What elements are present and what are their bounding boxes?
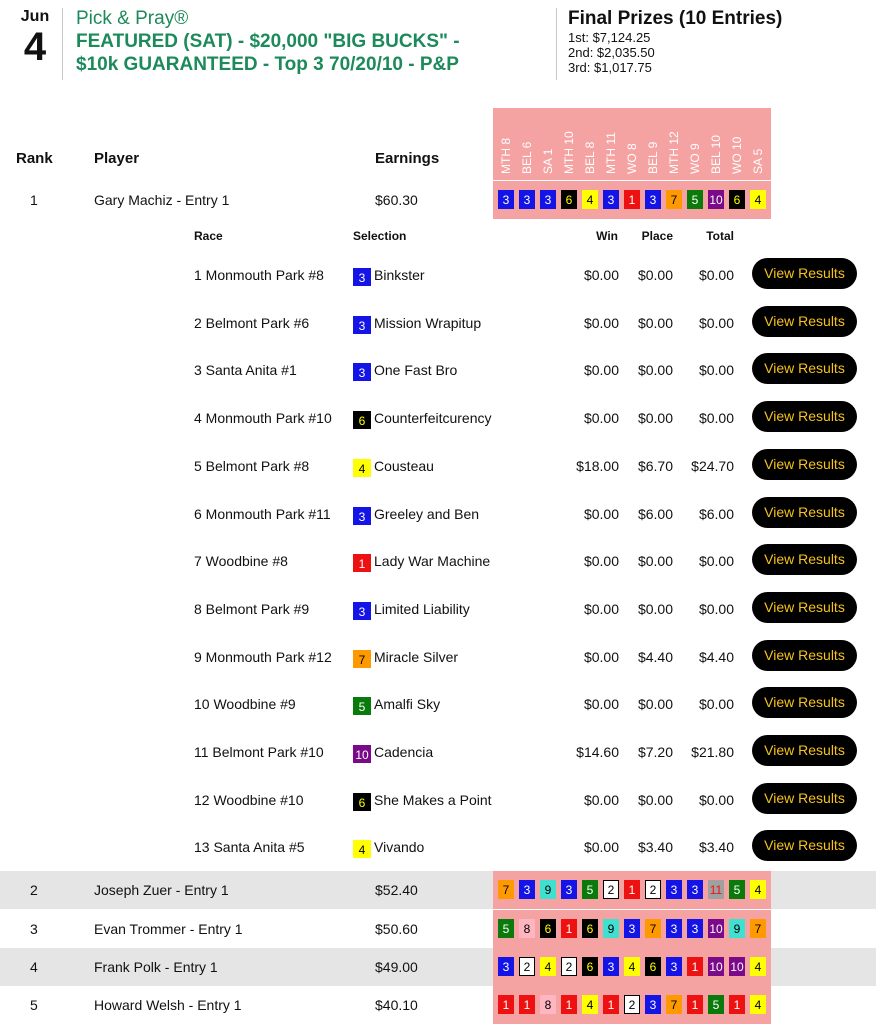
total-payout: $21.80	[691, 744, 734, 760]
place-payout: $0.00	[637, 553, 673, 570]
race-code-text: BEL 6	[520, 141, 534, 174]
race-code-text: SA 5	[751, 148, 765, 174]
saddle-cloth-chip: 6	[729, 190, 745, 209]
race-name: 6 Monmouth Park #11	[194, 505, 331, 522]
win-payout: $14.60	[576, 744, 619, 760]
saddle-cloth-chip: 8	[519, 919, 535, 938]
view-results-button[interactable]: View Results	[752, 735, 857, 766]
selection-row	[0, 252, 876, 299]
saddle-cloth-chip: 1	[729, 995, 745, 1014]
saddle-cloth-chip: 7	[666, 190, 682, 209]
horse-name: Greeley and Ben	[374, 505, 480, 522]
race-code-text: BEL 10	[709, 135, 723, 174]
divider	[62, 8, 63, 80]
detail-header-selection: Selection	[353, 229, 407, 243]
saddle-cloth-chip: 7	[750, 919, 766, 938]
saddle-cloth-chip: 3	[353, 316, 371, 334]
race-code-label	[729, 112, 746, 174]
detail-header-win: Win	[596, 229, 618, 243]
selection-row	[0, 634, 876, 681]
saddle-cloth-chip: 1	[353, 554, 371, 572]
view-results-button[interactable]: View Results	[752, 497, 857, 528]
race-code-label	[624, 112, 641, 174]
saddle-cloth-chip: 6	[561, 190, 577, 209]
total-payout: $6.00	[698, 505, 734, 522]
view-results-button[interactable]: View Results	[752, 830, 857, 861]
race-code-text: BEL 9	[646, 141, 660, 174]
picks-strip	[493, 948, 771, 986]
place-payout: $0.00	[637, 600, 673, 617]
saddle-cloth-chip: 1	[624, 880, 640, 899]
race-name: 3 Santa Anita #1	[194, 362, 297, 379]
horse-name: Lady War Machine	[374, 553, 491, 570]
final-prizes	[568, 8, 868, 75]
win-payout: $0.00	[583, 648, 619, 665]
win-payout: $0.00	[583, 362, 619, 379]
race-name: 11 Belmont Park #10	[194, 744, 324, 760]
player-rank: 3	[30, 921, 38, 937]
race-name: 1 Monmouth Park #8	[194, 267, 324, 283]
saddle-cloth-chip: 7	[498, 880, 514, 899]
race-code-text: SA 1	[541, 148, 555, 174]
race-name: 2 Belmont Park #6	[194, 314, 310, 331]
horse-name: She Makes a Point	[374, 791, 492, 808]
saddle-cloth-chip: 3	[353, 363, 371, 381]
race-code-label	[603, 112, 620, 174]
player-name: Joseph Zuer - Entry 1	[94, 882, 229, 898]
race-code-text: MTH 12	[667, 131, 681, 174]
race-name: 8 Belmont Park #9	[194, 600, 310, 617]
place-payout: $4.40	[637, 648, 673, 665]
view-results-button[interactable]: View Results	[752, 783, 857, 814]
total-payout: $24.70	[691, 457, 734, 474]
race-code-text: MTH 11	[604, 132, 618, 174]
saddle-cloth-chip: 6	[582, 919, 598, 938]
saddle-cloth-chip: 9	[603, 919, 619, 938]
selection-row	[0, 443, 876, 490]
saddle-cloth-chip: 5	[353, 697, 371, 715]
win-payout: $0.00	[583, 839, 619, 856]
saddle-cloth-chip: 1	[603, 995, 619, 1014]
race-code-header	[493, 108, 771, 180]
place-payout: $3.40	[637, 839, 673, 856]
saddle-cloth-chip: 10	[708, 919, 724, 938]
saddle-cloth-chip: 3	[645, 995, 661, 1014]
total-payout: $0.00	[698, 791, 734, 808]
race-code-label	[666, 112, 683, 174]
saddle-cloth-chip: 6	[353, 411, 371, 429]
saddle-cloth-chip: 6	[353, 793, 371, 811]
player-name: Evan Trommer - Entry 1	[94, 921, 243, 937]
saddle-cloth-chip: 3	[666, 880, 682, 899]
date-block	[14, 8, 56, 68]
detail-header-race: Race	[194, 229, 223, 243]
race-code-text: MTH 8	[499, 138, 513, 174]
saddle-cloth-chip: 10	[729, 957, 745, 976]
race-name: 7 Woodbine #8	[194, 553, 288, 570]
column-header-player: Player	[94, 150, 140, 167]
selection-row	[0, 777, 876, 824]
selection-row	[0, 681, 876, 728]
saddle-cloth-chip: 8	[540, 995, 556, 1014]
saddle-cloth-chip: 3	[666, 957, 682, 976]
player-earnings: $40.10	[375, 997, 418, 1013]
player-row[interactable]	[0, 986, 876, 1024]
win-payout: $0.00	[583, 410, 619, 427]
view-results-button[interactable]: View Results	[752, 640, 857, 671]
place-payout: $0.00	[637, 267, 673, 283]
place-payout: $0.00	[637, 314, 673, 331]
saddle-cloth-chip: 3	[603, 190, 619, 209]
saddle-cloth-chip: 3	[519, 190, 535, 209]
saddle-cloth-chip: 10	[353, 745, 371, 763]
view-results-button[interactable]: View Results	[752, 592, 857, 623]
race-name: 4 Monmouth Park #10	[194, 410, 332, 427]
saddle-cloth-chip: 5	[729, 880, 745, 899]
win-payout: $0.00	[583, 696, 619, 713]
saddle-cloth-chip: 7	[645, 919, 661, 938]
saddle-cloth-chip: 3	[687, 919, 703, 938]
place-payout: $0.00	[637, 410, 673, 427]
horse-name: Amalfi Sky	[374, 696, 441, 713]
saddle-cloth-chip: 2	[561, 957, 577, 976]
view-results-button[interactable]: View Results	[752, 401, 857, 432]
picks-strip	[493, 910, 771, 948]
player-name: Frank Polk - Entry 1	[94, 959, 218, 975]
total-payout: $0.00	[698, 553, 734, 570]
player-row[interactable]	[0, 181, 876, 219]
saddle-cloth-chip: 2	[519, 957, 535, 976]
saddle-cloth-chip: 7	[353, 650, 371, 668]
player-row[interactable]	[0, 910, 876, 948]
race-name: 12 Woodbine #10	[194, 791, 304, 808]
view-results-button[interactable]: View Results	[752, 306, 857, 337]
selection-row	[0, 300, 876, 347]
horse-name: Vivando	[374, 839, 425, 856]
player-row[interactable]	[0, 871, 876, 909]
horse-name: Miracle Silver	[374, 648, 459, 665]
race-code-label	[645, 112, 662, 174]
horse-name: Cousteau	[374, 457, 434, 474]
view-results-button[interactable]: View Results	[752, 544, 857, 575]
race-code-text: WO 9	[688, 143, 702, 174]
win-payout: $0.00	[583, 553, 619, 570]
detail-header-place: Place	[641, 229, 673, 243]
saddle-cloth-chip: 4	[353, 459, 371, 477]
total-payout: $0.00	[698, 267, 734, 283]
saddle-cloth-chip: 9	[729, 919, 745, 938]
saddle-cloth-chip: 3	[603, 957, 619, 976]
race-code-label	[750, 112, 767, 174]
saddle-cloth-chip: 4	[624, 957, 640, 976]
race-code-label	[519, 112, 536, 174]
saddle-cloth-chip: 1	[519, 995, 535, 1014]
win-payout: $0.00	[583, 314, 619, 331]
column-header-rank: Rank	[16, 150, 53, 167]
saddle-cloth-chip: 3	[353, 268, 371, 286]
selection-row	[0, 586, 876, 633]
saddle-cloth-chip: 1	[498, 995, 514, 1014]
player-rank: 5	[30, 997, 38, 1013]
saddle-cloth-chip: 3	[498, 957, 514, 976]
place-payout: $0.00	[637, 791, 673, 808]
player-row[interactable]	[0, 948, 876, 986]
prize-first: 1st: $7,124.25	[568, 30, 651, 45]
race-name: 9 Monmouth Park #12	[194, 648, 332, 665]
saddle-cloth-chip: 3	[353, 602, 371, 620]
player-earnings: $52.40	[375, 882, 418, 898]
selection-row	[0, 347, 876, 394]
total-payout: $0.00	[698, 410, 734, 427]
view-results-button[interactable]: View Results	[752, 258, 857, 289]
horse-name: Mission Wrapitup	[374, 314, 482, 331]
race-code-text: WO 8	[625, 143, 639, 174]
total-payout: $3.40	[698, 839, 734, 856]
contest-title-line-2: $10k GUARANTEED - Top 3 70/20/10 - P&P	[76, 54, 459, 75]
picks-strip	[493, 986, 771, 1024]
total-payout: $0.00	[698, 600, 734, 617]
saddle-cloth-chip: 1	[561, 919, 577, 938]
saddle-cloth-chip: 4	[353, 840, 371, 858]
player-rank: 4	[30, 959, 38, 975]
player-name: Gary Machiz - Entry 1	[94, 192, 230, 208]
selection-row	[0, 491, 876, 538]
horse-name: Limited Liability	[374, 600, 470, 617]
total-payout: $0.00	[698, 362, 734, 379]
horse-name: Binkster	[374, 267, 425, 283]
picks-strip	[493, 181, 771, 219]
saddle-cloth-chip: 6	[540, 919, 556, 938]
race-name: 13 Santa Anita #5	[194, 839, 305, 856]
saddle-cloth-chip: 5	[498, 919, 514, 938]
race-code-text: WO 10	[730, 136, 744, 174]
saddle-cloth-chip: 1	[687, 995, 703, 1014]
saddle-cloth-chip: 2	[624, 995, 640, 1014]
saddle-cloth-chip: 5	[708, 995, 724, 1014]
brand-name: Pick & Pray®	[76, 8, 189, 29]
place-payout: $6.00	[637, 505, 673, 522]
saddle-cloth-chip: 3	[561, 880, 577, 899]
saddle-cloth-chip: 1	[687, 957, 703, 976]
contest-header	[0, 0, 876, 100]
player-rank: 1	[30, 192, 38, 208]
player-earnings: $49.00	[375, 959, 418, 975]
selection-row	[0, 538, 876, 585]
selection-row	[0, 395, 876, 442]
race-code-label	[687, 112, 704, 174]
saddle-cloth-chip: 1	[561, 995, 577, 1014]
race-name: 5 Belmont Park #8	[194, 457, 310, 474]
horse-name: One Fast Bro	[374, 362, 458, 379]
column-header-earnings: Earnings	[375, 150, 440, 167]
saddle-cloth-chip: 7	[666, 995, 682, 1014]
race-code-text: MTH 10	[562, 131, 576, 174]
race-code-label	[540, 112, 557, 174]
total-payout: $4.40	[698, 648, 734, 665]
saddle-cloth-chip: 3	[540, 190, 556, 209]
saddle-cloth-chip: 3	[645, 190, 661, 209]
detail-header-total: Total	[706, 229, 734, 243]
race-code-label	[582, 112, 599, 174]
saddle-cloth-chip: 4	[750, 957, 766, 976]
saddle-cloth-chip: 10	[708, 190, 724, 209]
saddle-cloth-chip: 3	[666, 919, 682, 938]
saddle-cloth-chip: 10	[708, 957, 724, 976]
selection-row	[0, 824, 876, 871]
win-payout: $18.00	[576, 457, 619, 474]
saddle-cloth-chip: 3	[624, 919, 640, 938]
picks-strip	[493, 871, 771, 909]
prize-second: 2nd: $2,035.50	[568, 45, 655, 60]
saddle-cloth-chip: 4	[750, 190, 766, 209]
race-name: 10 Woodbine #9	[194, 696, 296, 713]
place-payout: $0.00	[637, 362, 673, 379]
date-month: Jun	[20, 8, 50, 25]
place-payout: $0.00	[637, 696, 673, 713]
win-payout: $0.00	[583, 600, 619, 617]
race-code-text: BEL 8	[583, 141, 597, 174]
divider	[556, 8, 557, 80]
place-payout: $6.70	[637, 457, 673, 474]
win-payout: $0.00	[583, 791, 619, 808]
saddle-cloth-chip: 4	[540, 957, 556, 976]
horse-name: Counterfeitcurency	[374, 410, 492, 427]
player-name: Howard Welsh - Entry 1	[94, 997, 242, 1013]
horse-name: Cadencia	[374, 744, 434, 760]
saddle-cloth-chip: 3	[687, 880, 703, 899]
view-results-button[interactable]: View Results	[752, 687, 857, 718]
win-payout: $0.00	[583, 267, 619, 283]
saddle-cloth-chip: 4	[750, 880, 766, 899]
saddle-cloth-chip: 5	[687, 190, 703, 209]
race-code-label	[561, 112, 578, 174]
player-rank: 2	[30, 882, 38, 898]
player-earnings: $50.60	[375, 921, 418, 937]
saddle-cloth-chip: 4	[750, 995, 766, 1014]
saddle-cloth-chip: 9	[540, 880, 556, 899]
total-payout: $0.00	[698, 314, 734, 331]
place-payout: $7.20	[637, 744, 673, 760]
race-code-label	[498, 112, 515, 174]
saddle-cloth-chip: 1	[624, 190, 640, 209]
saddle-cloth-chip: 6	[582, 957, 598, 976]
total-payout: $0.00	[698, 696, 734, 713]
view-results-button[interactable]: View Results	[752, 449, 857, 480]
selection-row	[0, 729, 876, 776]
prizes-title: Final Prizes (10 Entries)	[568, 8, 783, 29]
saddle-cloth-chip: 3	[519, 880, 535, 899]
race-code-label	[708, 112, 725, 174]
prize-third: 3rd: $1,017.75	[568, 60, 652, 75]
contest-title-line-1: FEATURED (SAT) - $20,000 "BIG BUCKS" -	[76, 31, 460, 52]
date-day: 4	[23, 25, 47, 69]
win-payout: $0.00	[583, 505, 619, 522]
view-results-button[interactable]: View Results	[752, 353, 857, 384]
contest-title	[76, 8, 536, 76]
saddle-cloth-chip: 3	[353, 507, 371, 525]
saddle-cloth-chip: 4	[582, 190, 598, 209]
saddle-cloth-chip: 2	[645, 880, 661, 899]
saddle-cloth-chip: 11	[708, 880, 724, 899]
saddle-cloth-chip: 4	[582, 995, 598, 1014]
saddle-cloth-chip: 2	[603, 880, 619, 899]
saddle-cloth-chip: 3	[498, 190, 514, 209]
saddle-cloth-chip: 5	[582, 880, 598, 899]
player-earnings: $60.30	[375, 192, 418, 208]
saddle-cloth-chip: 6	[645, 957, 661, 976]
